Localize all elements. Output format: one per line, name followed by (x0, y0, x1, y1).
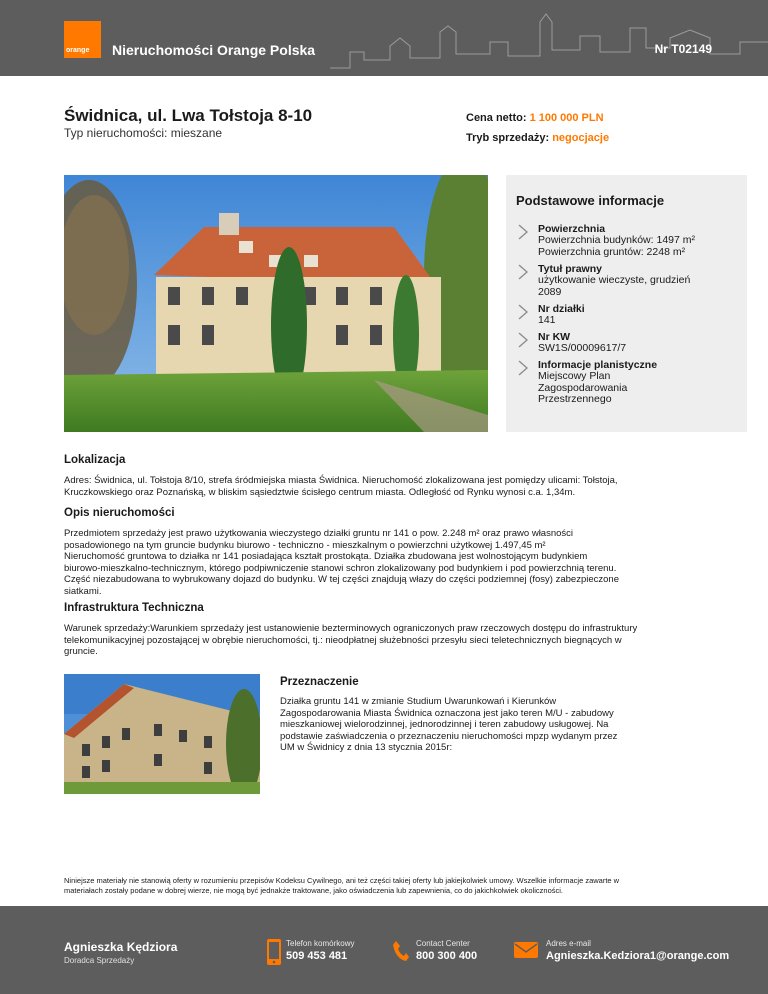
text-line: Działka gruntu 141 w zmianie Studium Uwarunkowań i Kierunków (280, 696, 557, 707)
chevron-right-icon (516, 332, 530, 348)
disclaimer-line: materiałach zostały podane w dobrej wierze, nie mogą być jednakże traktowane, jako oświadczenia lub zapewnienia, co do jakichkolwiek okoliczności. (64, 885, 564, 895)
city-skyline-graphic (330, 8, 768, 74)
purpose-heading: Przeznaczenie (280, 676, 359, 688)
text-line: siatkami. (64, 585, 102, 597)
disclaimer-line: Niniejsze materiały nie stanowią oferty w rozumieniu przepisów Kodeksu Cywilnego, ani też części takiej oferty lub jakiejkolwiek umowy. Wszelkie informacje zawarte w (64, 876, 620, 885)
text-line: Kruczkowskiego oraz Poznańską, w bliskim sąsiedztwie ścisłego centrum miasta. Odległość od Rynku wynosi c.a. 1,34m. (64, 486, 576, 498)
text-line: Przedmiotem sprzedaży jest prawo użytkowania wieczystego działki gruntu nr 141 o pow. 2.248 m² oraz prawo własności (64, 528, 574, 539)
contact-center-label: Contact Center (416, 939, 470, 948)
contact-footer (0, 906, 768, 994)
agent-name: Agnieszka Kędziora (64, 940, 178, 954)
info-value-line: Przestrzennego (538, 393, 612, 405)
logo-text: orange (66, 47, 90, 54)
price-label: Cena netto: (466, 112, 527, 124)
chevron-right-icon (516, 304, 530, 320)
brand-title: Nieruchomości Orange Polska (112, 42, 316, 58)
text-line: telekomunikacyjnej pozostającej w obrębie nieruchomości, tj.: nieodpłatnej służebności przesyłu sieci teletechnicznych biegnących w (64, 634, 622, 646)
info-value-line: użytkowanie wieczyste, grudzień (538, 274, 691, 286)
location-text (64, 475, 724, 498)
price-net (466, 112, 604, 124)
info-value (538, 275, 738, 298)
phone-handset-icon (392, 940, 410, 962)
text-line: posadowionego na tym gruncie budynku biurowo - techniczno - mieszkalnym o powierzchni użytkowej 1.497,45 m² (64, 539, 546, 551)
info-label: Powierzchnia (538, 223, 606, 235)
location-heading: Lokalizacja (64, 454, 126, 466)
sale-mode (466, 132, 609, 144)
description-heading: Opis nieruchomości (64, 507, 175, 519)
info-label: Nr działki (538, 303, 585, 315)
email-address[interactable]: Agnieszka.Kedziora1@orange.com (546, 950, 730, 962)
text-line: Adres: Świdnica, ul. Tołstoja 8/10, strefa śródmiejska miasta Świdnica. Nieruchomość zlokalizowana jest pomiędzy ulicami: Tołstoja, (64, 475, 618, 486)
text-line: Warunek sprzedaży:Warunkiem sprzedaży jest ustanowienie bezterminowych ograniczonych praw rzeczowych dostępu do infrastruktury (64, 623, 638, 634)
contact-center-number[interactable]: 800 300 400 (416, 950, 478, 962)
price-value: 1 100 000 PLN (529, 112, 604, 124)
mobile-number[interactable]: 509 453 481 (286, 950, 348, 962)
info-value-line: Powierzchnia budynków: 1497 m² (538, 234, 695, 246)
infrastructure-heading: Infrastruktura Techniczna (64, 602, 204, 614)
text-line: UM w Świdnicy z dnia 13 stycznia 2015r: (280, 742, 453, 753)
purpose-text (280, 696, 660, 754)
text-line: Nieruchomość gruntowa to działka nr 141 posiadająca kształt prostokąta. Działka zbudowana jest wolnostojącym budynkiem (64, 551, 588, 562)
basic-info-panel (506, 175, 747, 432)
info-value (538, 343, 738, 355)
info-label: Tytuł prawny (538, 263, 602, 275)
mobile-label: Telefon komórkowy (286, 939, 355, 948)
chevron-right-icon (516, 224, 530, 240)
text-line: Część niezabudowana to wybrukowany dojazd do budynku. W tej części znajdują włazy do części podziemnej (fosy) zabezpieczone (64, 574, 619, 585)
info-value-line: SW1S/00009617/7 (538, 342, 627, 354)
info-value-line: Miejscowy Plan (538, 370, 611, 382)
text-line: biurowo-mieszkalno-technicznym, którego podpiwniczenie stanowi schron zlokalizowany pod budynkiem i pod powierzchnią terenu. (64, 562, 617, 574)
orange-logo[interactable] (64, 21, 101, 58)
info-value-line: 2089 (538, 285, 562, 298)
email-label: Adres e-mail (546, 939, 591, 948)
legal-disclaimer (64, 876, 724, 895)
info-value (538, 315, 738, 327)
info-value-line: Powierzchnia gruntów: 2248 m² (538, 245, 686, 258)
info-value (538, 371, 738, 406)
info-value (538, 235, 738, 258)
info-value-line: 141 (538, 314, 556, 326)
property-type: Typ nieruchomości: mieszane (64, 126, 223, 140)
email-envelope-icon (514, 942, 538, 958)
secondary-building-photo[interactable] (64, 674, 260, 794)
sale-mode-label: Tryb sprzedaży: (466, 132, 550, 144)
property-title: Świdnica, ul. Lwa Tołstoja 8-10 (64, 106, 313, 125)
description-text (64, 528, 724, 597)
offer-number: Nr T02149 (654, 42, 712, 56)
sale-mode-value: negocjacje (552, 132, 610, 144)
info-value-line: Zagospodarowania (538, 381, 628, 394)
mobile-phone-icon (266, 938, 282, 966)
text-line: Zagospodarowania Miasta Świdnica oznaczona jest jako teren M/U - zabudowy (280, 707, 614, 719)
text-line: mieszkaniowej wielorodzinnej, jednorodzinnej i teren zabudowy usługowej. Na (280, 719, 609, 730)
chevron-right-icon (516, 360, 530, 376)
info-label: Nr KW (538, 331, 571, 343)
basic-info-title: Podstawowe informacje (516, 193, 665, 208)
text-line: podstawie zaświadczenia o przeznaczeniu nieruchomości mpzp wydanym przez (280, 730, 618, 742)
info-label: Informacje planistyczne (538, 359, 658, 371)
text-line: gruncie. (64, 646, 98, 657)
main-building-photo[interactable] (64, 175, 488, 432)
infrastructure-text (64, 623, 724, 658)
agent-role: Doradca Sprzedaży (64, 956, 135, 965)
page-header (0, 0, 768, 76)
chevron-right-icon (516, 264, 530, 280)
